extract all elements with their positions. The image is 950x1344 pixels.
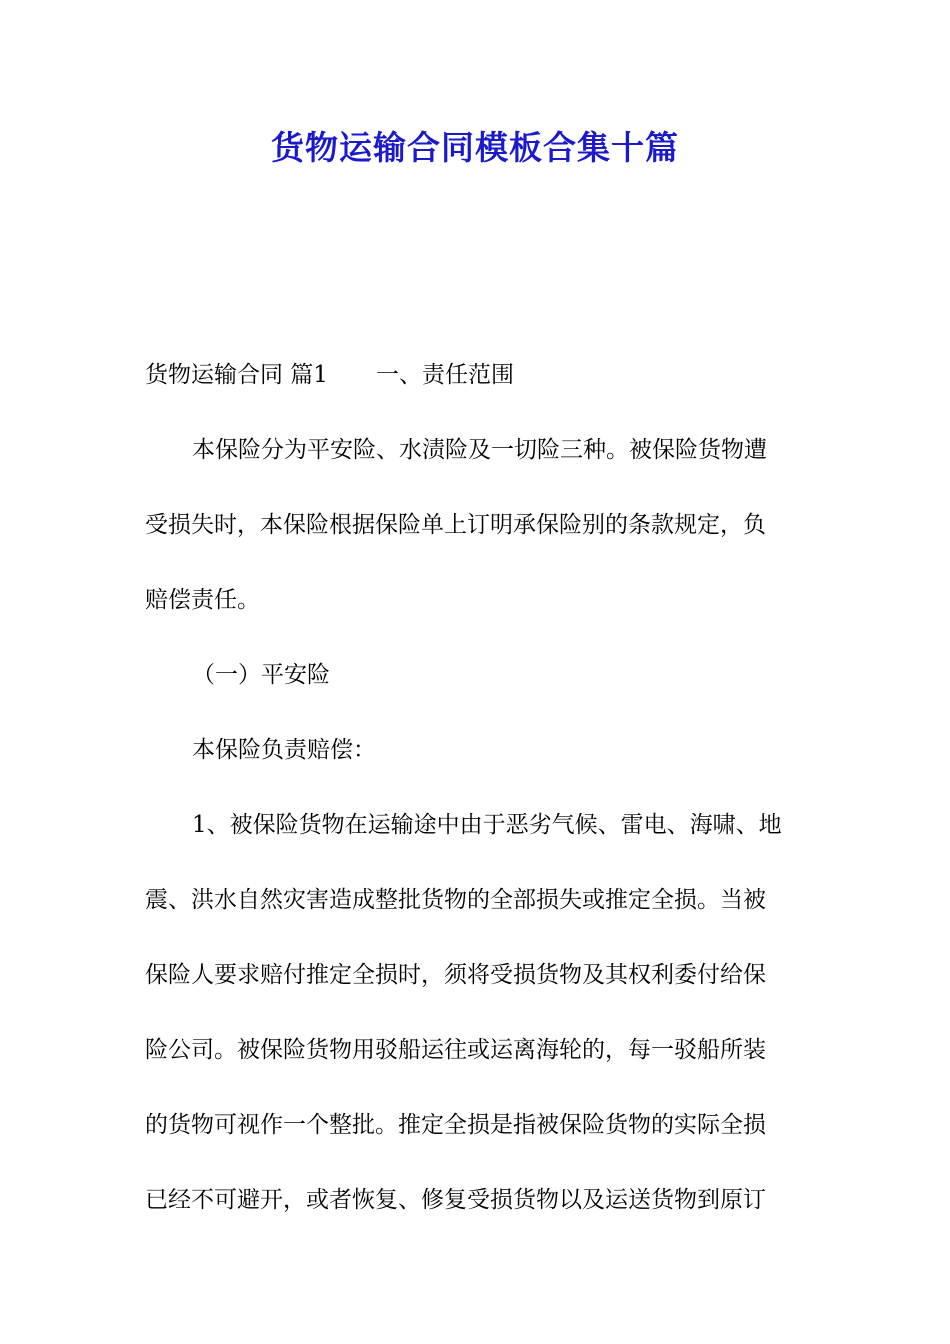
paragraph-line: 已经不可避开，或者恢复、修复受损货物以及运送货物到原订 (145, 1187, 766, 1213)
paragraph-line: 保险人要求赔付推定全损时，须将受损货物及其权利委付给保 (145, 962, 766, 988)
paragraph-line: 本保险负责赔偿： (192, 737, 376, 763)
section-label: 货物运输合同 篇1 (145, 362, 328, 388)
paragraph-line: 1、被保险货物在运输途中由于恶劣气候、雷电、海啸、地 (192, 812, 782, 838)
paragraph-line: 震、洪水自然灾害造成整批货物的全部损失或推定全损。当被 (145, 887, 766, 913)
paragraph-line: 受损失时，本保险根据保险单上订明承保险别的条款规定，负 (145, 512, 766, 538)
paragraph-line: 本保险分为平安险、水渍险及一切险三种。被保险货物遭 (192, 437, 767, 463)
section-heading (145, 338, 807, 413)
paragraph-line: 的货物可视作一个整批。推定全损是指被保险货物的实际全损 (145, 1112, 766, 1138)
document-title: 货物运输合同模板合集十篇 (271, 128, 679, 167)
section-subheading: 一、责任范围 (375, 362, 514, 388)
document-body (145, 338, 807, 1238)
paragraph-line: 赔偿责任。 (145, 587, 260, 613)
subsection-heading: （一）平安险 (192, 662, 330, 688)
paragraph-line: 险公司。被保险货物用驳船运往或运离海轮的，每一驳船所装 (145, 1037, 766, 1063)
